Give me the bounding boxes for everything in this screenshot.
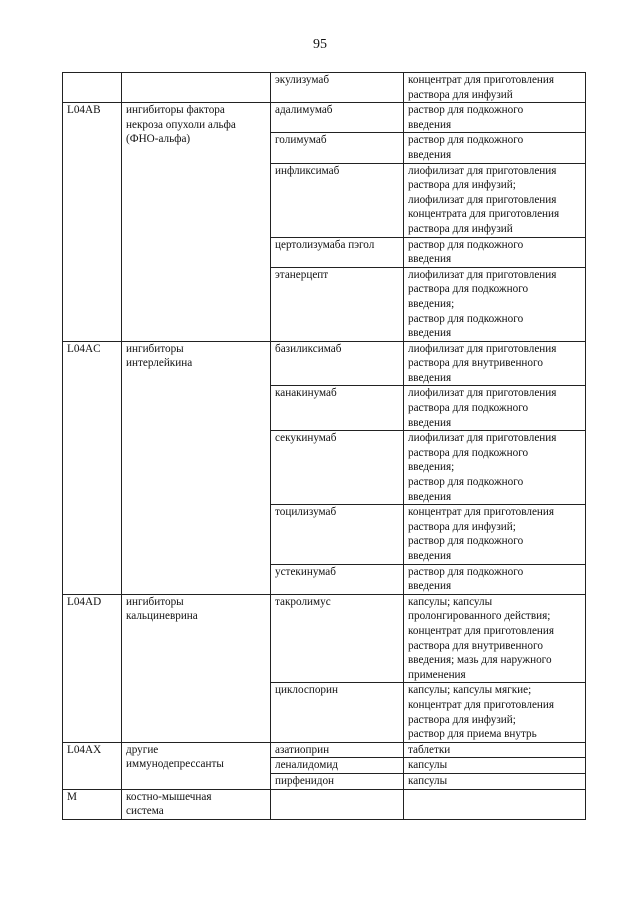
drug-name-cell: устекинумаб: [271, 564, 404, 594]
table-row: [63, 103, 586, 133]
drug-name-cell: леналидомид: [271, 758, 404, 774]
atc-code-cell: L04AC: [63, 341, 122, 594]
drug-name-cell: голимумаб: [271, 133, 404, 163]
dosage-form-cell: раствор для подкожного введения: [404, 103, 586, 133]
drug-name-cell: пирфенидон: [271, 773, 404, 789]
dosage-form-cell: капсулы: [404, 758, 586, 774]
dosage-form-cell: концентрат для приготовления раствора для инфузий: [404, 73, 586, 103]
table-row: [63, 742, 586, 758]
dosage-form-cell: лиофилизат для приготовления раствора для внутривенного введения: [404, 341, 586, 386]
drug-name-cell: экулизумаб: [271, 73, 404, 103]
dosage-form-cell: капсулы: [404, 773, 586, 789]
table-row: [63, 594, 586, 683]
dosage-form-cell: лиофилизат для приготовления раствора для подкожного введения; раствор для подкожного введения: [404, 267, 586, 341]
dosage-form-cell: лиофилизат для приготовления раствора для подкожного введения: [404, 386, 586, 431]
group-name-cell: другие иммунодепрессанты: [122, 742, 271, 789]
dosage-form-cell: [404, 789, 586, 819]
drug-name-cell: цертолизумаба пэгол: [271, 237, 404, 267]
drug-name-cell: этанерцепт: [271, 267, 404, 341]
table-row: [63, 73, 586, 103]
dosage-form-cell: лиофилизат для приготовления раствора для инфузий; лиофилизат для приготовления концентрата для приготовления раствора для инфузий: [404, 163, 586, 237]
page-number: 95: [313, 37, 327, 52]
atc-code-cell: L04AB: [63, 103, 122, 342]
table-row: [63, 789, 586, 819]
atc-code-cell: L04AD: [63, 594, 122, 742]
drug-name-cell: тоцилизумаб: [271, 505, 404, 564]
atc-code-cell: L04AX: [63, 742, 122, 789]
group-name-cell: ингибиторы фактора некроза опухоли альфа (ФНО-альфа): [122, 103, 271, 342]
drug-name-cell: азатиоприн: [271, 742, 404, 758]
drug-name-cell: базиликсимаб: [271, 341, 404, 386]
dosage-form-cell: раствор для подкожного введения: [404, 133, 586, 163]
dosage-form-cell: капсулы; капсулы мягкие; концентрат для приготовления раствора для инфузий; раствор для приема внутрь: [404, 683, 586, 742]
group-name-cell: костно-мышечная система: [122, 789, 271, 819]
group-name-cell: [122, 73, 271, 103]
dosage-form-cell: лиофилизат для приготовления раствора для подкожного введения; раствор для подкожного введения: [404, 431, 586, 505]
drug-name-cell: инфликсимаб: [271, 163, 404, 237]
drug-name-cell: [271, 789, 404, 819]
group-name-cell: ингибиторы интерлейкина: [122, 341, 271, 594]
dosage-form-cell: капсулы; капсулы пролонгированного действия; концентрат для приготовления раствора для внутривенного введения; мазь для наружного применения: [404, 594, 586, 683]
drug-name-cell: адалимумаб: [271, 103, 404, 133]
drug-name-cell: секукинумаб: [271, 431, 404, 505]
table-row: [63, 341, 586, 386]
dosage-form-cell: раствор для подкожного введения: [404, 237, 586, 267]
table-body: [63, 73, 586, 820]
dosage-form-cell: концентрат для приготовления раствора для инфузий; раствор для подкожного введения: [404, 505, 586, 564]
drug-table: [62, 72, 586, 820]
drug-name-cell: циклоспорин: [271, 683, 404, 742]
dosage-form-cell: таблетки: [404, 742, 586, 758]
drug-name-cell: такролимус: [271, 594, 404, 683]
dosage-form-cell: раствор для подкожного введения: [404, 564, 586, 594]
atc-code-cell: [63, 73, 122, 103]
group-name-cell: ингибиторы кальциневрина: [122, 594, 271, 742]
drug-name-cell: канакинумаб: [271, 386, 404, 431]
atc-code-cell: M: [63, 789, 122, 819]
